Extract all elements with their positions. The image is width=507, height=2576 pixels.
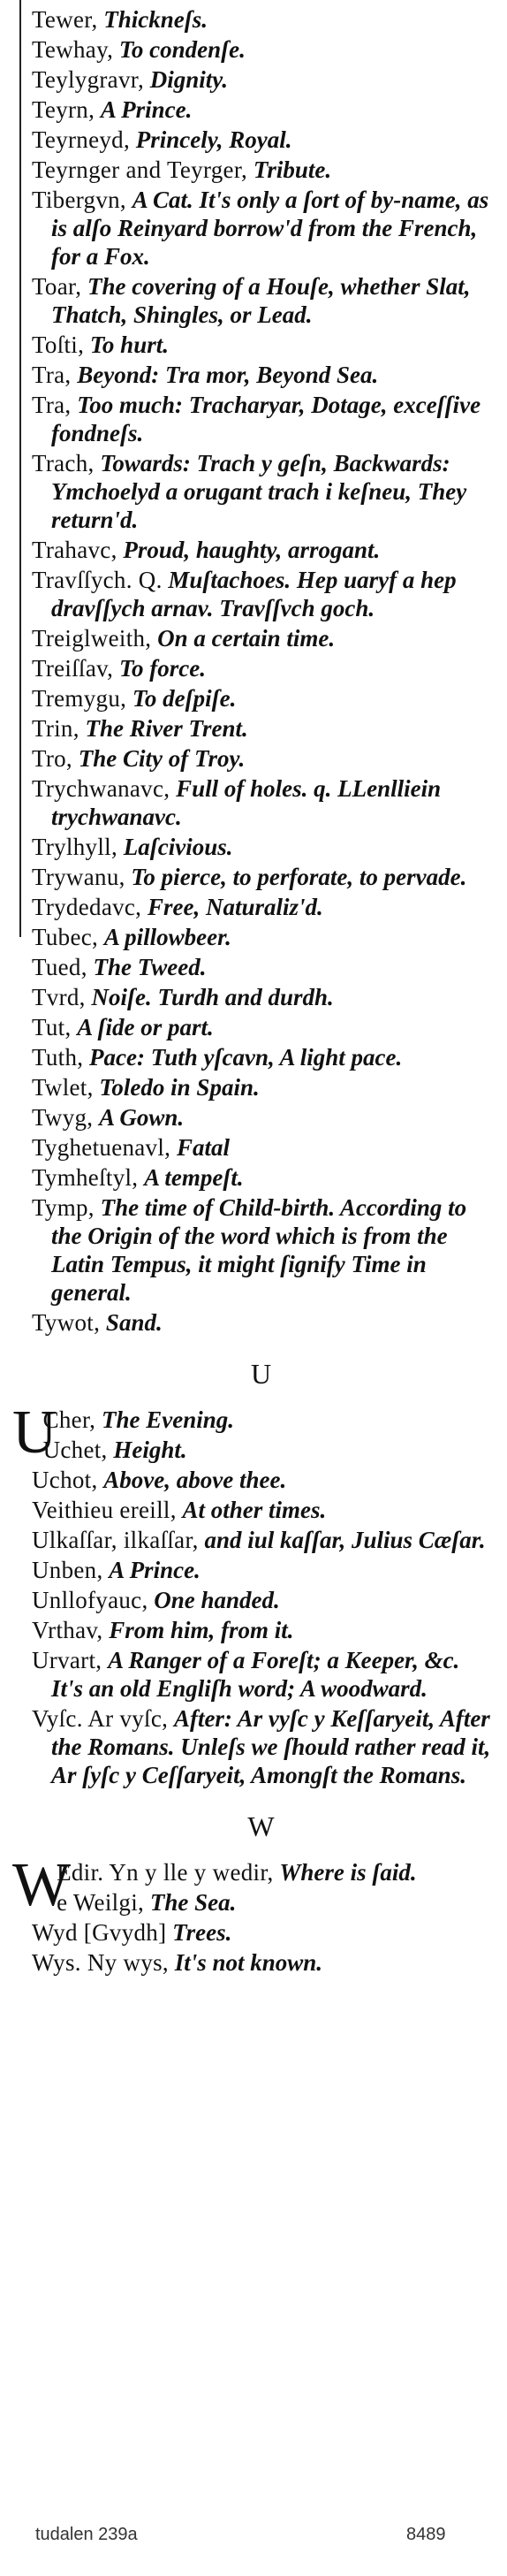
entry-gloss: The Tweed. (93, 954, 207, 980)
dictionary-entry (32, 126, 491, 154)
dictionary-entry (32, 1496, 491, 1524)
dictionary-entry (32, 1918, 491, 1947)
entries-column (12, 5, 491, 1978)
entry-headword: Tymp, (32, 1194, 95, 1221)
entry-headword: Uchet, (42, 1437, 108, 1463)
entry-gloss: The covering of a Houſe, whether Slat, Thatch, Shingles, or Lead. (51, 273, 471, 328)
page-number: 8489 (406, 2525, 446, 2544)
entries-t-list (32, 5, 491, 1337)
dictionary-entry (32, 566, 491, 622)
entry-headword: Teyrn, (32, 96, 95, 123)
entry-gloss: Proud, haughty, arrogant. (123, 537, 381, 563)
entry-gloss: Dignity. (149, 66, 229, 93)
dictionary-entry (32, 714, 491, 743)
entry-gloss: Tribute. (253, 156, 332, 183)
dictionary-entry (32, 833, 491, 861)
entry-headword: Vyſc. Ar vyſc, (32, 1705, 169, 1732)
entry-headword: Teyrnger and Teyrger, (32, 156, 248, 183)
entry-gloss: Laſcivious. (123, 834, 233, 860)
entry-headword: e Weilgi, (57, 1889, 145, 1916)
entry-headword: Uchot, (32, 1467, 98, 1493)
dictionary-entry (32, 1103, 491, 1132)
entry-gloss: On a certain time. (157, 625, 336, 652)
dictionary-entry (32, 1556, 491, 1584)
entry-headword: Tymheſtyl, (32, 1164, 139, 1191)
dictionary-entry (32, 1133, 491, 1162)
entry-gloss: The City of Troy. (78, 745, 246, 772)
dictionary-entry (32, 186, 491, 271)
dictionary-entry (32, 156, 491, 184)
dictionary-entry (32, 1013, 491, 1041)
entry-gloss: It's not known. (174, 1949, 323, 1976)
dictionary-entry (32, 654, 491, 682)
entry-headword: Toſti, (32, 332, 85, 358)
entry-gloss: A Prince. (100, 96, 193, 123)
dictionary-entry (32, 624, 491, 652)
entry-gloss: A ſide or part. (77, 1014, 214, 1040)
entry-headword: Urvart, (32, 1647, 102, 1673)
entry-headword: Trydedavc, (32, 894, 142, 920)
entry-gloss: At other times. (182, 1497, 327, 1523)
section-heading-u: U (250, 1358, 273, 1390)
entry-headword: Tvrd, (32, 984, 86, 1010)
entry-headword: Treiglweith, (32, 625, 152, 652)
entry-headword: Tra, (32, 362, 72, 388)
column-rule (19, 0, 21, 937)
entry-headword: Veithieu ereill, (32, 1497, 177, 1523)
dictionary-entry (32, 983, 491, 1011)
entry-headword: Tra, (32, 392, 72, 418)
entry-headword: Unllofyauc, (32, 1587, 148, 1613)
dictionary-entry (32, 391, 491, 447)
entry-gloss: To pierce, to perforate, to pervade. (131, 864, 467, 890)
entry-headword: Teyrneyd, (32, 126, 131, 153)
dictionary-entry (32, 1704, 491, 1789)
entry-gloss: and iul kaſſar, Julius Cæſar. (204, 1527, 486, 1553)
entry-gloss: Free, Naturaliz'd. (148, 894, 323, 920)
section-heading-w: W (247, 1810, 276, 1842)
entry-gloss: Toledo in Spain. (99, 1074, 260, 1101)
entry-headword: Treiſſav, (32, 655, 114, 682)
entry-headword: Tyghetuenavl, (32, 1134, 171, 1161)
entry-gloss: Beyond: Tra mor, Beyond Sea. (77, 362, 379, 388)
entry-headword: Trahavc, (32, 537, 117, 563)
entry-headword: Twyg, (32, 1104, 94, 1131)
dictionary-entry (32, 65, 491, 94)
entry-headword: Unben, (32, 1557, 103, 1583)
entries-u-list (12, 1399, 491, 1789)
entry-gloss: The time of Child-birth. According to the Origin of the word which is from the Latin Tempus, it might ſignify Time in general. (51, 1194, 467, 1306)
entry-gloss: To hurt. (89, 332, 169, 358)
dictionary-entry (32, 1616, 491, 1644)
entry-gloss: A pillowbeer. (103, 924, 231, 950)
entry-headword: Trylhyll, (32, 834, 117, 860)
entry-headword: Tubec, (32, 924, 99, 950)
dictionary-entry (32, 744, 491, 773)
dictionary-entry (32, 1888, 491, 1917)
dictionary-entry (32, 536, 491, 564)
dictionary-entry (32, 1646, 491, 1703)
dictionary-entry (32, 331, 491, 359)
entry-gloss: Above, above thee. (103, 1467, 287, 1493)
dictionary-entry (32, 923, 491, 951)
entry-headword: Teylygravr, (32, 66, 145, 93)
entry-gloss: From him, from it. (109, 1617, 294, 1643)
entry-headword: Wyd [Gvydh] (32, 1919, 167, 1946)
entry-headword: Edir. Yn y lle y wedir, (57, 1859, 274, 1886)
entry-headword: Ulkaſſar, ilkaſſar, (32, 1527, 199, 1553)
dictionary-entry (32, 449, 491, 534)
entries-w-list (12, 1851, 491, 1977)
dictionary-entry (32, 1073, 491, 1101)
dictionary-entry (32, 95, 491, 124)
dictionary-entry (32, 1466, 491, 1494)
entry-gloss: One handed. (154, 1587, 280, 1613)
entry-gloss: Towards: Trach y geſn, Backwards: Ymchoelyd a orugant trach i keſneu, They return'd. (51, 450, 467, 533)
dictionary-entry (32, 1193, 491, 1307)
entry-gloss: Too much: Tracharyar, Dotage, exceſſive fondneſs. (51, 392, 481, 446)
entry-gloss: Where is ſaid. (279, 1859, 417, 1886)
entry-gloss: The Evening. (101, 1406, 234, 1433)
dictionary-entry (32, 361, 491, 389)
entry-gloss: After: Ar vyſc y Keſſaryeit, After the Romans. Unleſs we ſhould rather read it, Ar ſyſc y Ceſſaryeit, Amongſt the Romans. (51, 1705, 491, 1788)
drop-cap: W (12, 1851, 72, 1919)
dictionary-entry (32, 774, 491, 831)
dictionary-entry (32, 1043, 491, 1071)
dictionary-entry (32, 893, 491, 921)
entry-gloss: A Gown. (99, 1104, 185, 1131)
entry-gloss: Princely, Royal. (135, 126, 292, 153)
entry-gloss: Pace: Tuth yſcavn, A light pace. (89, 1044, 403, 1071)
entry-gloss: To force. (118, 655, 206, 682)
entry-headword: Trychwanavc, (32, 775, 170, 802)
entry-headword: Tued, (32, 954, 87, 980)
entry-gloss: Sand. (105, 1309, 163, 1336)
entry-gloss: To condenſe. (118, 36, 246, 63)
dictionary-entry (32, 1586, 491, 1614)
entry-gloss: A Prince. (109, 1557, 201, 1583)
entry-gloss: A tempeſt. (144, 1164, 244, 1191)
entry-headword: Tro, (32, 745, 72, 772)
dictionary-entry (32, 272, 491, 329)
entry-gloss: Noiſe. Turdh and durdh. (91, 984, 334, 1010)
entry-gloss: Thickneſs. (103, 6, 208, 33)
page-label: tudalen 239a (35, 2525, 138, 2544)
dictionary-entry (32, 1526, 491, 1554)
entry-gloss: A Ranger of a Foreſt; a Keeper, &c. It's an old Engliſh word; A woodward. (51, 1647, 460, 1702)
entry-headword: Wys. Ny wys, (32, 1949, 169, 1976)
entry-headword: Cher, (42, 1406, 96, 1433)
entry-gloss: Fatal (176, 1134, 230, 1161)
entry-headword: Tywot, (32, 1309, 101, 1336)
entry-headword: Tuth, (32, 1044, 84, 1071)
dictionary-entry (32, 1308, 491, 1337)
entry-gloss: Full of holes. q. LLenlliein trychwanavc. (51, 775, 442, 830)
dictionary-entry (32, 1948, 491, 1977)
page-footer (35, 2525, 489, 2560)
entry-gloss: To deſpiſe. (132, 685, 237, 712)
entry-gloss: Height. (113, 1437, 187, 1463)
entry-headword: Tewhay, (32, 36, 114, 63)
entry-headword: Tibergvn, (32, 187, 126, 213)
entry-headword: Travſſych. Q. (32, 567, 163, 593)
entry-headword: Trach, (32, 450, 95, 476)
entry-headword: Vrthav, (32, 1617, 103, 1643)
dictionary-entry (32, 35, 491, 64)
dictionary-entry (32, 684, 491, 713)
entry-gloss: A Cat. It's only a ſort of by-name, as is alſo Reinyard borrow'd from the French, for a Fox. (51, 187, 489, 270)
entry-headword: Trin, (32, 715, 79, 742)
entry-gloss: The River Trent. (85, 715, 248, 742)
dictionary-entry (32, 863, 491, 891)
entry-headword: Tremygu, (32, 685, 127, 712)
entry-headword: Tewer, (32, 6, 98, 33)
entry-headword: Twlet, (32, 1074, 94, 1101)
dictionary-entry (32, 1163, 491, 1192)
entry-headword: Tut, (32, 1014, 72, 1040)
entry-gloss: The Sea. (149, 1889, 237, 1916)
entry-gloss: Muſtachoes. Hep uaryf a hep dravſſych arnav. Travſſvch goch. (51, 567, 457, 621)
drop-cap: U (12, 1399, 57, 1467)
entry-headword: Trywanu, (32, 864, 125, 890)
dictionary-entry (32, 953, 491, 981)
entry-headword: Toar, (32, 273, 82, 300)
entry-gloss: Trees. (172, 1919, 232, 1946)
dictionary-entry (32, 5, 491, 34)
dictionary-entry (32, 1436, 491, 1464)
